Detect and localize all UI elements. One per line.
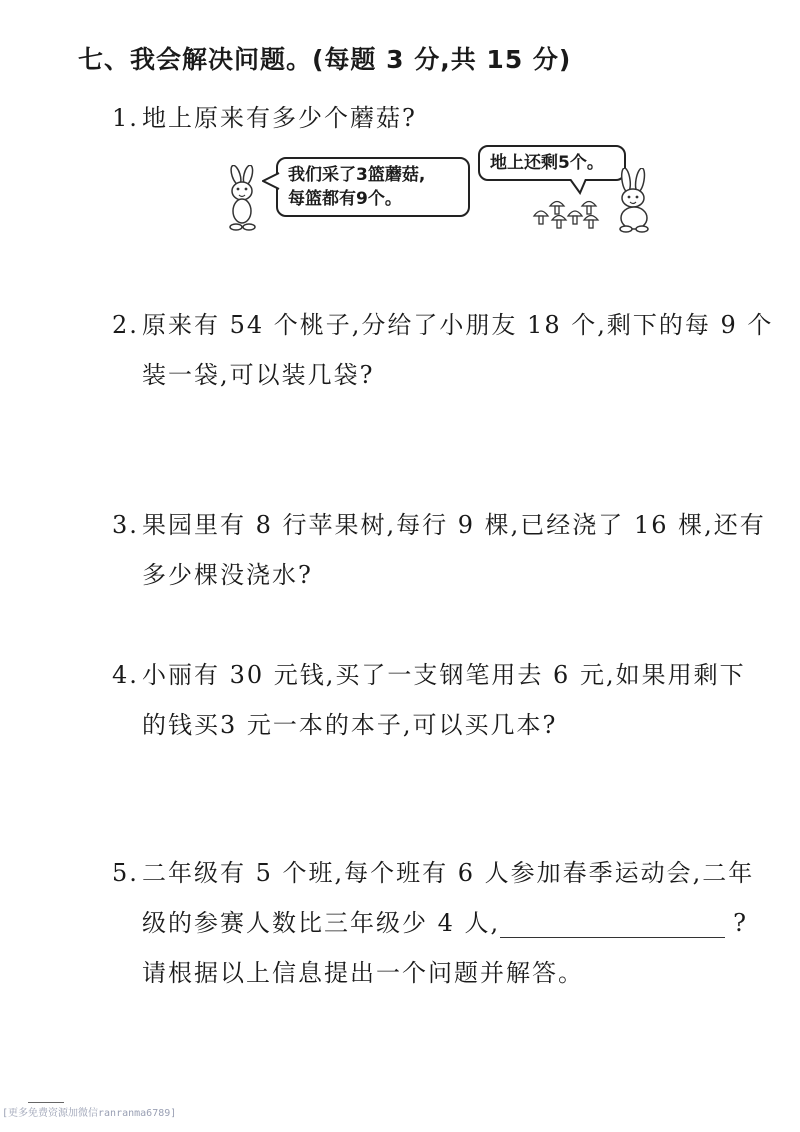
problem-number: 1. bbox=[112, 104, 139, 132]
blank-suffix: ? bbox=[733, 909, 749, 937]
footer-note: [更多免费资源加微信ranranma6789] bbox=[2, 1108, 177, 1119]
problem-2-line-2 bbox=[142, 355, 375, 390]
rabbit-icon bbox=[610, 168, 658, 234]
problem-number: 4. bbox=[112, 661, 139, 689]
answer-blank[interactable] bbox=[500, 915, 725, 938]
speech-bubble-right bbox=[478, 145, 626, 181]
bubble-line: 每篮都有9个。 bbox=[288, 189, 402, 209]
problem-text: 二年级有 5 个班,每个班有 6 人参加春季运动会,二年 bbox=[142, 859, 755, 887]
bubble-tail bbox=[568, 179, 588, 195]
footer-rule bbox=[28, 1102, 64, 1103]
problem-text: 多少棵没浇水? bbox=[142, 561, 313, 589]
rabbit-icon bbox=[222, 165, 262, 233]
problem-text: 装一袋,可以装几袋? bbox=[142, 361, 375, 389]
problem-5-line-2 bbox=[142, 903, 748, 938]
bubble-line: 我们采了3篮蘑菇, bbox=[288, 165, 426, 185]
mushroom-icon bbox=[530, 198, 600, 230]
problem-2 bbox=[112, 305, 773, 340]
problem-4-line-2 bbox=[142, 705, 557, 740]
problem-3 bbox=[112, 505, 766, 540]
problem-text: 级的参赛人数比三年级少 4 人, bbox=[142, 909, 501, 937]
problem-text: 原来有 54 个桃子,分给了小朋友 18 个,剩下的每 9 个 bbox=[142, 311, 774, 339]
problem-4 bbox=[112, 655, 746, 690]
bubble-line: 地上还剩5个。 bbox=[478, 145, 626, 181]
problem-text: 小丽有 30 元钱,买了一支钢笔用去 6 元,如果用剩下 bbox=[142, 661, 746, 689]
bubble-tail bbox=[262, 171, 280, 191]
problem-text: 果园里有 8 行苹果树,每行 9 棵,已经浇了 16 棵,还有 bbox=[142, 511, 766, 539]
problem-text: 地上原来有多少个蘑菇? bbox=[142, 104, 417, 132]
problem-number: 3. bbox=[112, 511, 139, 539]
problem-5-line-3 bbox=[142, 953, 584, 988]
problem-number: 2. bbox=[112, 311, 139, 339]
speech-bubble-left bbox=[276, 157, 470, 217]
problem-3-line-2 bbox=[142, 555, 313, 590]
problem-number: 5. bbox=[112, 859, 139, 887]
problem-5 bbox=[112, 853, 754, 888]
problem-1 bbox=[112, 98, 417, 133]
problem-text: 请根据以上信息提出一个问题并解答。 bbox=[142, 959, 584, 987]
problem-text: 的钱买3 元一本的本子,可以买几本? bbox=[142, 711, 558, 739]
section-title: 七、我会解决问题。(每题 3 分,共 15 分) bbox=[78, 45, 572, 74]
